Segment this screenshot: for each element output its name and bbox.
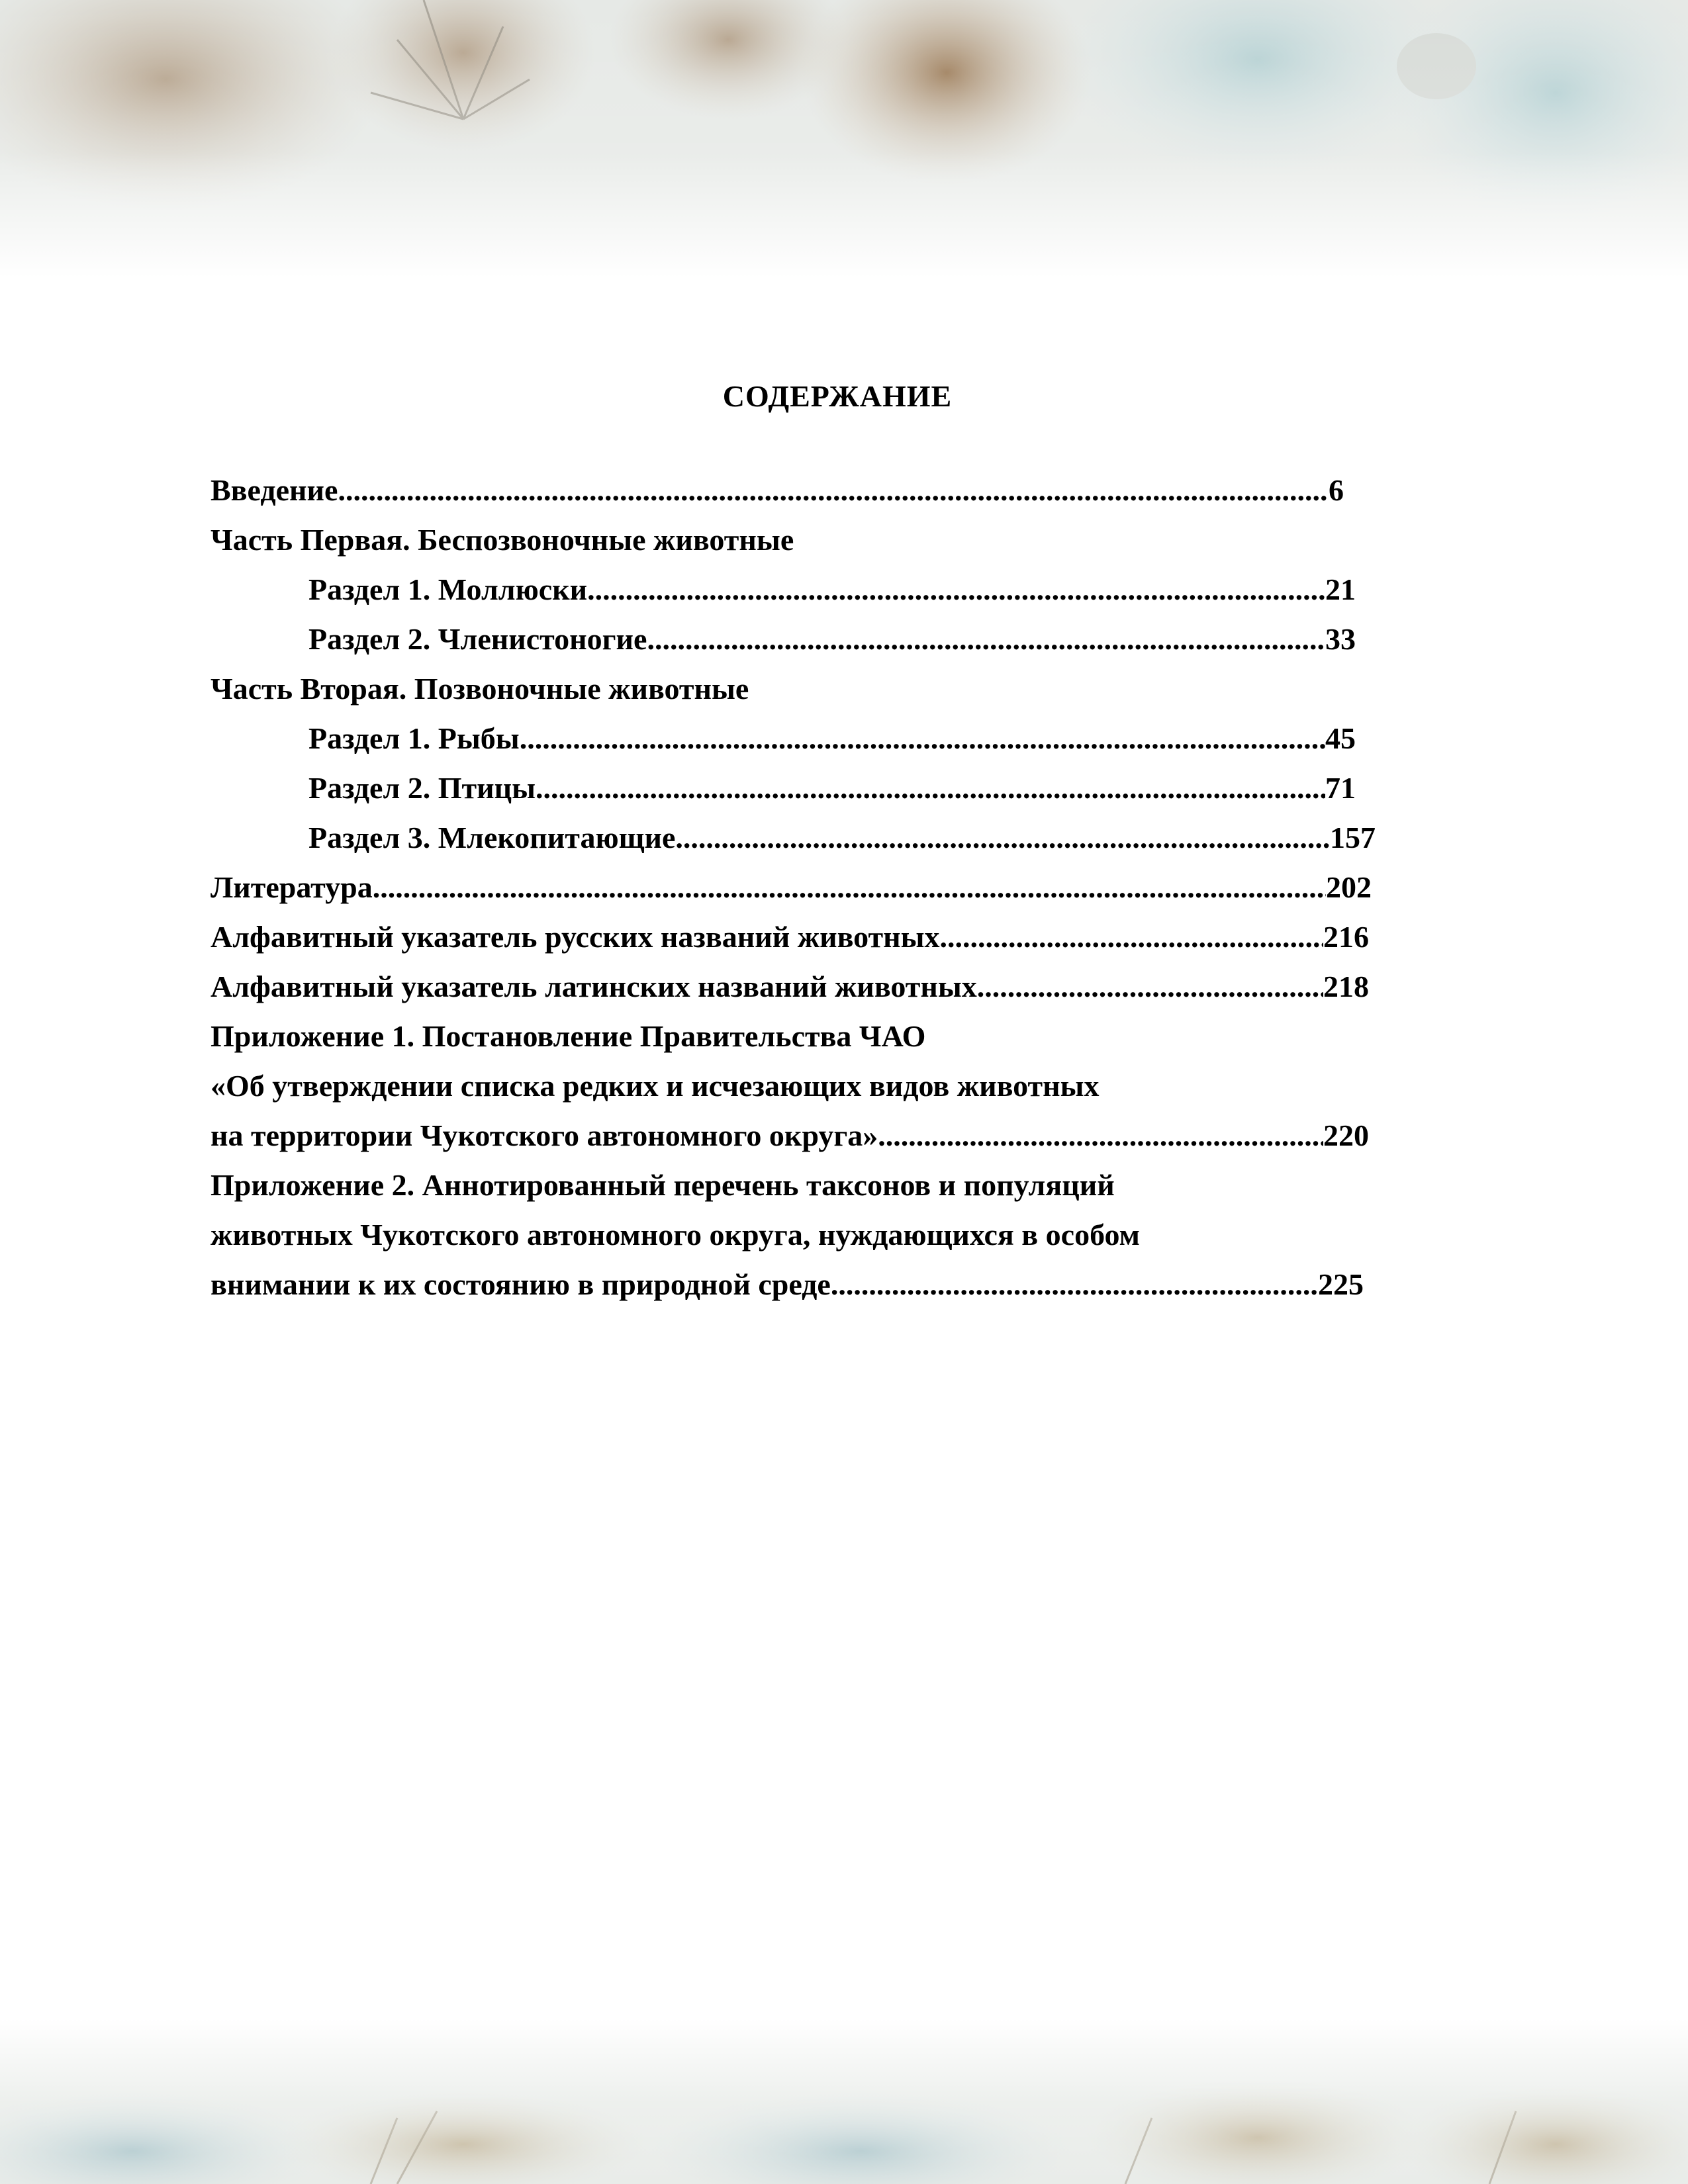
- dot-leader: [977, 966, 1323, 1007]
- dot-leader: [675, 817, 1330, 858]
- toc-entry-title: Раздел 2. Членистоногие: [308, 622, 647, 656]
- toc-appendix-2-line-1: [211, 1165, 1115, 1206]
- toc-entry-latin-index[interactable]: [211, 966, 1369, 1007]
- toc-entry-title: Часть Первая. Беспозвоночные животные: [211, 523, 794, 557]
- toc-entry-literature[interactable]: [211, 867, 1372, 908]
- toc-entry-title: Раздел 1. Моллюски: [308, 572, 588, 606]
- toc-page-number: 225: [1318, 1267, 1364, 1301]
- toc-entry-mammals[interactable]: [308, 817, 1376, 858]
- toc-page-number: 202: [1326, 870, 1372, 904]
- toc-entry-title: Приложение 2. Аннотированный перечень таксонов и популяций: [211, 1168, 1115, 1202]
- page-title: СОДЕРЖАНИЕ: [722, 379, 953, 413]
- toc-page-number: 45: [1325, 721, 1356, 755]
- toc-entry-title: Алфавитный указатель латинских названий животных: [211, 970, 977, 1003]
- dot-leader: [338, 470, 1329, 511]
- toc-page-number: 6: [1329, 473, 1344, 507]
- toc-entry-title: на территории Чукотского автономного округа»: [211, 1118, 878, 1152]
- toc-page-number: 216: [1323, 920, 1369, 954]
- toc-entry-title: внимании к их состоянию в природной среде: [211, 1267, 831, 1301]
- header-decoration-image: [0, 0, 1688, 278]
- dot-leader: [520, 718, 1325, 759]
- toc-page-number: 157: [1330, 821, 1376, 854]
- dot-leader: [647, 619, 1325, 660]
- toc-entry-title: Раздел 3. Млекопитающие: [308, 821, 676, 854]
- toc-entry-appendix-2[interactable]: [211, 1264, 1364, 1305]
- toc-entry-title: Введение: [211, 473, 338, 507]
- toc-part-one-heading: [211, 520, 794, 561]
- toc-entry-appendix-1[interactable]: [211, 1115, 1369, 1156]
- dot-leader: [373, 867, 1326, 908]
- toc-page-number: 71: [1325, 771, 1356, 805]
- toc-entry-mollusks[interactable]: [308, 569, 1356, 610]
- toc-entry-title: Алфавитный указатель русских названий животных: [211, 920, 940, 954]
- toc-entry-introduction[interactable]: [211, 470, 1344, 511]
- dot-leader: [587, 569, 1325, 610]
- toc-appendix-1-line-2: [211, 1066, 1100, 1107]
- toc-appendix-1-line-1: [211, 1016, 925, 1057]
- toc-entry-title: Литература: [211, 870, 373, 904]
- toc-entry-title: Часть Вторая. Позвоночные животные: [211, 672, 749, 705]
- toc-entry-title: «Об утверждении списка редких и исчезающих видов животных: [211, 1069, 1100, 1103]
- toc-page-number: 220: [1323, 1118, 1369, 1152]
- toc-page-number: 21: [1325, 572, 1356, 606]
- toc-entry-title: Раздел 1. Рыбы: [308, 721, 520, 755]
- toc-entry-russian-index[interactable]: [211, 917, 1369, 958]
- toc-part-two-heading: [211, 668, 749, 709]
- toc-appendix-2-line-2: [211, 1214, 1140, 1255]
- footer-decoration-image: [0, 2019, 1688, 2184]
- toc-entry-arthropods[interactable]: [308, 619, 1356, 660]
- toc-entry-title: животных Чукотского автономного округа, нуждающихся в особом: [211, 1218, 1140, 1251]
- dot-leader: [878, 1115, 1323, 1156]
- toc-page-number: 218: [1323, 970, 1369, 1003]
- toc-entry-title: Приложение 1. Постановление Правительства ЧАО: [211, 1019, 926, 1053]
- toc-page-number: 33: [1325, 622, 1356, 656]
- dot-leader: [831, 1264, 1318, 1305]
- toc-entry-birds[interactable]: [308, 768, 1356, 809]
- dot-leader: [940, 917, 1323, 958]
- toc-entry-title: Раздел 2. Птицы: [308, 771, 536, 805]
- dot-leader: [536, 768, 1325, 809]
- toc-entry-fish[interactable]: [308, 718, 1356, 759]
